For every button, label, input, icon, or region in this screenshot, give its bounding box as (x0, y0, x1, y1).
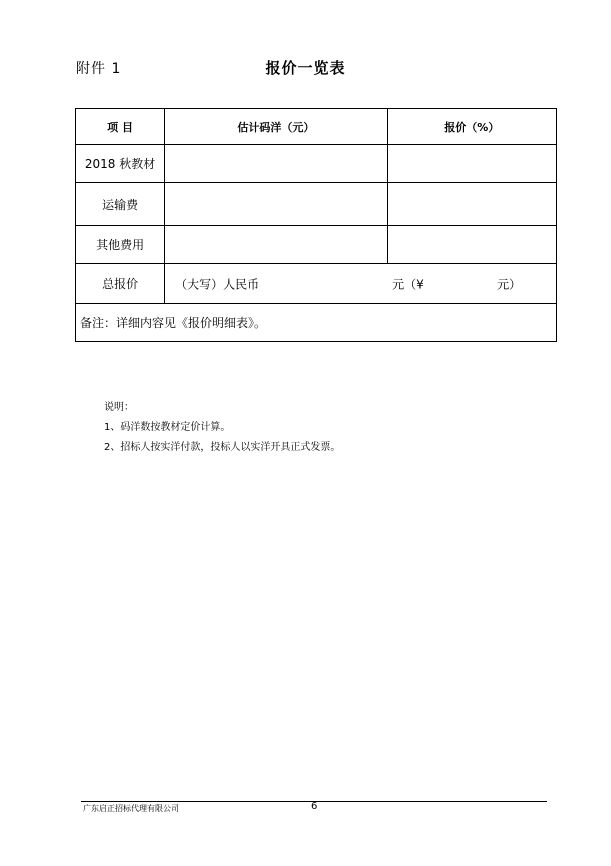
row-item-other-fees: 其他费用 (76, 226, 165, 264)
column-header-quote-percent: 报价（%） (387, 109, 556, 145)
row-item-shipping: 运输费 (76, 183, 165, 226)
table-row (76, 183, 557, 226)
estimated-price-cell[interactable] (165, 226, 387, 264)
column-header-item: 项 目 (76, 109, 165, 145)
total-label: 总报价 (76, 264, 165, 304)
estimated-price-cell[interactable] (165, 183, 387, 226)
document-title: 报价一览表 (265, 59, 346, 77)
table-row (76, 226, 557, 264)
attachment-label: 附件 1 (76, 61, 122, 77)
total-amount-cell[interactable] (165, 264, 557, 304)
total-capital-text: （大写）人民币 (175, 277, 260, 291)
explanation-item: 2、招标人按实洋付款，投标人以实洋开具正式发票。 (104, 442, 341, 453)
note-row (76, 304, 557, 342)
page-number: 6 (311, 801, 318, 812)
explanation-heading: 说明： (104, 402, 134, 413)
total-row (76, 264, 557, 304)
row-item-textbooks: 2018 秋教材 (76, 145, 165, 183)
explanation-item: 1、码洋数按教材定价计算。 (104, 422, 231, 433)
explanation-section (104, 398, 340, 458)
quote-percent-cell[interactable] (387, 145, 556, 183)
total-yuan-close: 元） (497, 277, 522, 291)
note-text: 备注：详细内容见《报价明细表》。 (76, 304, 557, 342)
quote-table (75, 108, 557, 342)
quote-percent-cell[interactable] (387, 226, 556, 264)
quote-percent-cell[interactable] (387, 183, 556, 226)
footer-company: 广东启正招标代理有限公司 (83, 804, 179, 813)
table-header-row (76, 109, 557, 145)
column-header-estimated-price: 估计码洋（元） (165, 109, 387, 145)
estimated-price-cell[interactable] (165, 145, 387, 183)
table-row (76, 145, 557, 183)
total-yuan-open: 元（¥ (392, 277, 424, 291)
